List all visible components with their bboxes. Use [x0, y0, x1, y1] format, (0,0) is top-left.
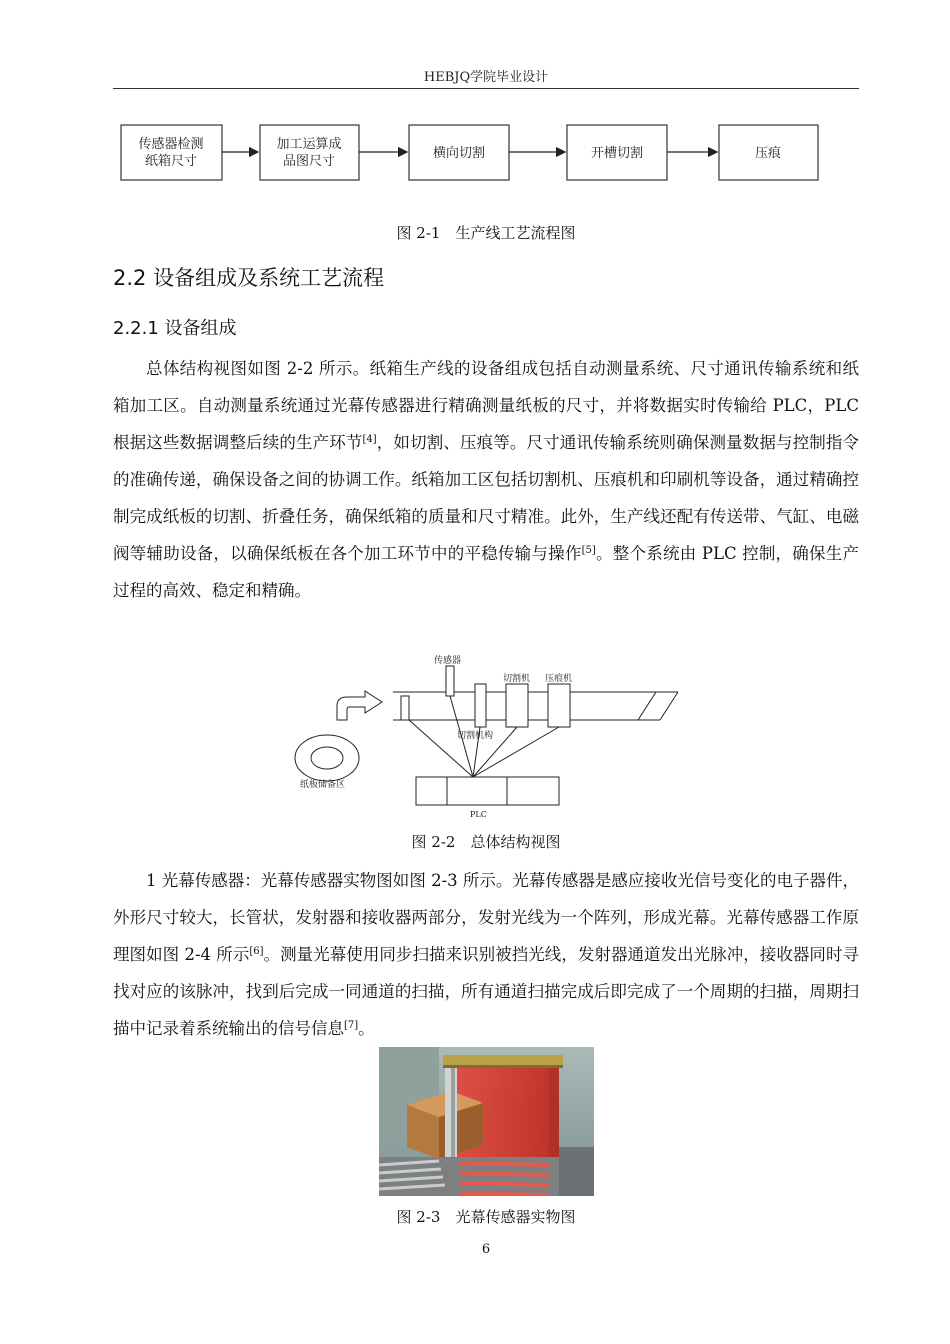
- flow-step-label: 开槽切割: [590, 146, 644, 161]
- citation: [7]: [344, 1020, 359, 1031]
- flow-step-box: [121, 125, 222, 180]
- section-heading: 2.2 设备组成及系统工艺流程: [113, 266, 385, 290]
- label-plc: PLC: [470, 810, 487, 819]
- paragraph-equipment: 总体结构视图如图 2-2 所示。纸箱生产线的设备组成包括自动测量系统、尺寸通讯传输系统和纸箱加工区。自动测量系统通过光幕传感器进行精确测量纸板的尺寸，并将数据实时传输给 PLC，PLC 根据这些数据调整后续的生产环节[4]，如切割、压痕等。尺寸通讯传输系统则确保测量数据与控制指令的准确传递，确保设备之间的协调工作。纸箱加工区包括切割机、压痕机和印刷机等设备，通过精确控制完成纸板的切割、折叠任务，确保纸箱的质量和尺寸精准。此外，生产线还配有传送带、气缸、电磁阀等辅助设备，以确保纸板在各个加工环节中的平稳传输与操作[5]。整个系统由 PLC 控制，确保生产过程的高效、稳定和精确。: [113, 359, 860, 600]
- flow-step-label: 纸箱尺寸: [144, 154, 198, 169]
- flow-step-label: 横向切割: [432, 146, 486, 161]
- cutting-mechanism: [475, 684, 486, 727]
- cutting-machine: [506, 684, 528, 727]
- flow-step-label: 加工运算成: [276, 137, 342, 152]
- header-rule: [113, 88, 859, 89]
- figure-caption-2-2: 图 2-2 总体结构视图: [411, 833, 561, 851]
- citation: [4]: [362, 434, 377, 445]
- entry-gate: [401, 696, 409, 720]
- flow-step-box: [260, 125, 359, 180]
- label-cut-mechanism: 切割机构: [457, 731, 494, 741]
- creasing-machine: [548, 684, 570, 727]
- page-header: HEBJQ学院毕业设计: [423, 70, 549, 85]
- flow-step-label: 压痕: [754, 146, 782, 161]
- feed-arrow: [337, 691, 382, 720]
- storage-roll-outer: [295, 735, 359, 781]
- label-storage: 纸板储备区: [300, 780, 346, 790]
- label-cutter: 切割机: [503, 674, 531, 684]
- plc-box: [416, 777, 559, 805]
- page-number: 6: [481, 1242, 491, 1257]
- flow-step-label: 品图尺寸: [282, 154, 336, 169]
- process-flowchart: [113, 116, 859, 188]
- light-curtain-photo: [379, 1047, 594, 1196]
- structure-diagram: [285, 650, 685, 825]
- storage-roll-inner: [311, 747, 343, 769]
- label-sensor: 传感器: [434, 656, 462, 666]
- paragraph-light-curtain: 1 光幕传感器：光幕传感器实物图如图 2-3 所示。光幕传感器是感应接收光信号变化的电子器件，外形尺寸较大，长管状，发射器和接收器两部分，发射光线为一个阵列，形成光幕。光幕传感器工作原理图如图 2-4 所示[6]。测量光幕使用同步扫描来识别被挡光线，发射器通道发出光脉冲，接收器同时寻找对应的该脉冲，找到后完成一同通道的扫描，所有通道扫描完成后即完成了一个周期的扫描，周期扫描中记录着系统输出的信号信息[7]。: [113, 871, 860, 1038]
- citation: [5]: [581, 545, 596, 556]
- citation: [6]: [249, 946, 264, 957]
- label-creaser: 压痕机: [545, 674, 573, 684]
- sensor: [446, 666, 454, 696]
- subsection-heading: 2.2.1 设备组成: [113, 318, 237, 339]
- flow-step-label: 传感器检测: [138, 137, 204, 152]
- figure-caption-2-3: 图 2-3 光幕传感器实物图: [396, 1208, 576, 1226]
- figure-caption-2-1: 图 2-1 生产线工艺流程图: [396, 224, 576, 242]
